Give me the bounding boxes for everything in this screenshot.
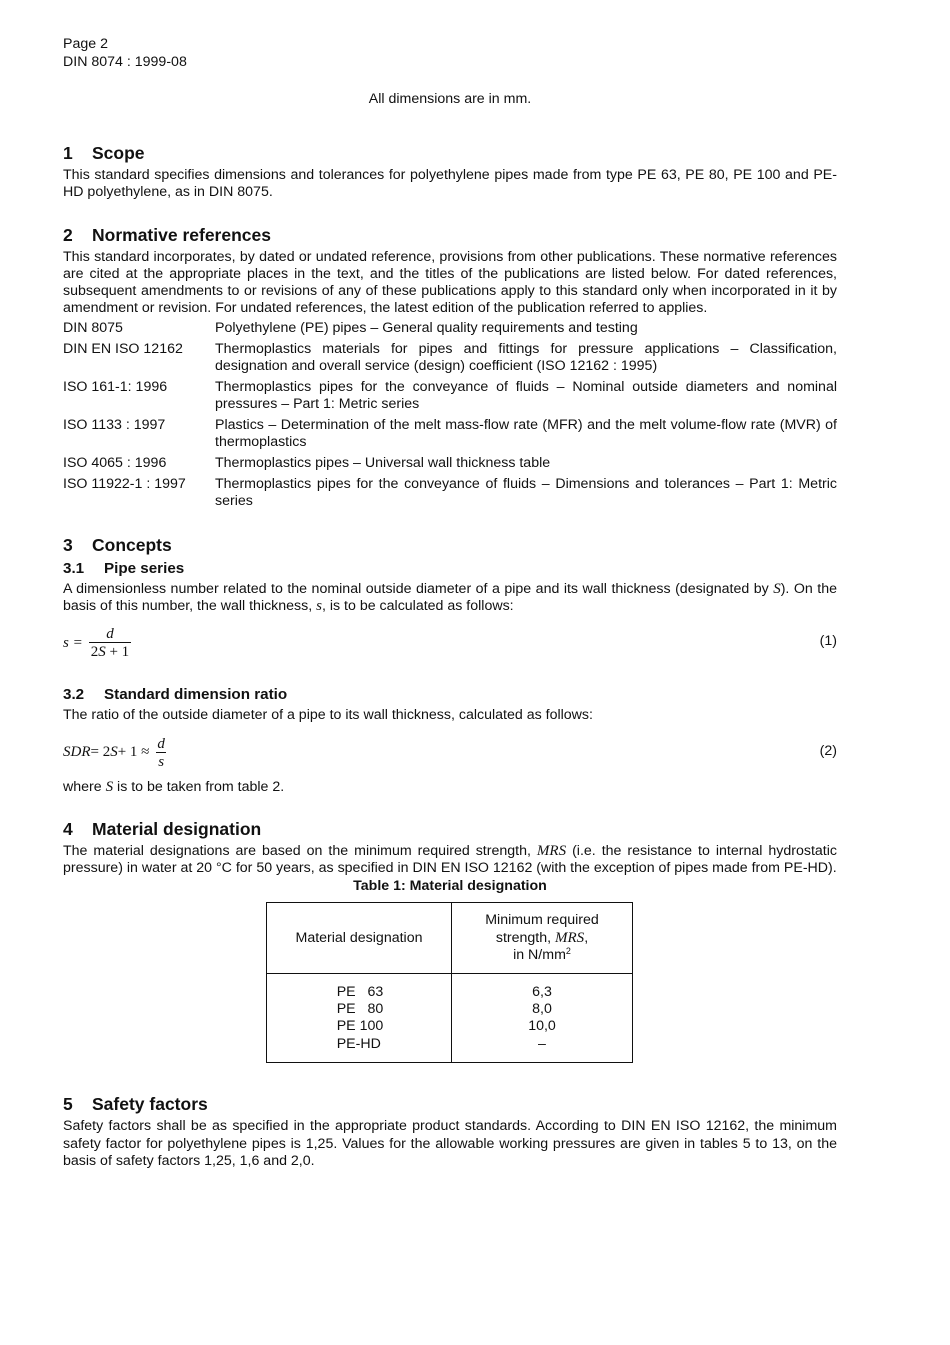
subsection-number: 3.2	[63, 686, 85, 704]
formula-expression	[63, 623, 131, 663]
section-title: Material designation	[92, 818, 262, 839]
reference-title: Plastics – Determination of the melt mass-flow rate (MFR) and the melt volume-flow rate (MVR) of thermoplastics	[215, 416, 837, 451]
strength-value: –	[538, 1035, 546, 1052]
material-value: PE-HD	[336, 1035, 381, 1052]
section-heading	[63, 1093, 837, 1115]
reference-code: DIN 8075	[63, 320, 123, 337]
strength-value: 6,3	[532, 983, 552, 1000]
reference-title: Thermoplastics pipes for the conveyance of fluids – Nominal outside diameters and nominal pressures – Part 1: Metric series	[215, 379, 837, 413]
header-line	[452, 947, 632, 964]
reference-item	[63, 476, 837, 510]
section-heading	[63, 534, 837, 556]
reference-code: ISO 11922-1 : 1997	[63, 475, 186, 492]
material-table	[266, 902, 633, 1063]
formula-1	[63, 623, 837, 663]
material-cell	[267, 974, 452, 1063]
formula-lhs: SDR	[63, 743, 91, 760]
text-run: A dimensionless number related to the nominal outside diameter of a pipe and its wall thickness (designated by	[63, 580, 774, 597]
scope-text: This standard specifies dimensions and tolerances for polyethylene pipes made from type PE 63, PE 80, PE 100 and PE-HD polyethylene, as in DIN 8075.	[63, 167, 837, 201]
subsection-standard-dimension-ratio	[63, 685, 837, 795]
equation-number: (2)	[819, 742, 837, 759]
reference-item	[63, 455, 837, 472]
superscript: 2	[565, 946, 571, 957]
section-heading	[63, 224, 837, 246]
reference-code: DIN EN ISO 12162	[63, 341, 183, 358]
table-caption: Table 1: Material designation	[353, 878, 547, 895]
document-page	[63, 36, 837, 1170]
section-number: 2	[63, 224, 73, 245]
page-number: Page 2	[63, 36, 108, 52]
section-title: Concepts	[92, 534, 172, 555]
safety-text: Safety factors shall be as specified in the appropriate product standards. According to DIN EN ISO 12162, the minimum safety factor for polyethylene pipes is 1,25. Values for the allowable working pressures are given in tables 5 to 13, on the basis of safety factors 1,25, 1,6 and 2,0.	[63, 1118, 837, 1169]
reference-title: Polyethylene (PE) pipes – General quality requirements and testing	[215, 320, 638, 337]
section-number: 1	[63, 143, 73, 164]
reference-item	[63, 341, 837, 375]
text-run: ). On the basis of this number, the wall thickness,	[63, 580, 837, 615]
header-line: Minimum required	[485, 912, 599, 929]
section-number: 4	[63, 818, 73, 839]
symbol-s: s	[316, 598, 322, 615]
subsection-title: Pipe series	[104, 559, 185, 577]
section-material-designation	[63, 818, 837, 1064]
text-run: + 1	[105, 644, 130, 661]
section-number: 5	[63, 1094, 73, 1115]
subsection-title: Standard dimension ratio	[104, 686, 288, 704]
symbol-mrs: MRS	[555, 929, 585, 946]
text-run: where	[63, 778, 106, 795]
formula-lhs: s =	[63, 634, 83, 651]
fraction-denominator	[89, 642, 131, 660]
symbol-mrs: MRS	[536, 842, 567, 859]
text-run: strength,	[495, 929, 556, 946]
symbol-S: S	[773, 580, 781, 597]
strength-cell	[452, 974, 633, 1063]
reference-item	[63, 417, 837, 451]
where-text	[63, 779, 837, 796]
symbol-S: S	[110, 743, 118, 760]
pipe-series-text	[63, 581, 837, 615]
reference-code: ISO 1133 : 1997	[63, 416, 166, 433]
reference-item	[63, 320, 837, 337]
subsection-pipe-series	[63, 559, 837, 663]
header-line	[452, 930, 632, 947]
equation-number: (1)	[819, 633, 837, 650]
section-title: Scope	[92, 143, 145, 164]
formula-fraction	[155, 736, 167, 770]
text-run: = 2	[90, 743, 111, 760]
section-title: Normative references	[92, 224, 271, 245]
reference-title: Thermoplastics materials for pipes and fittings for pressure applications – Classification, designation and overall service (design) coefficient (ISO 12162 : 1995)	[215, 341, 837, 375]
text-run: , is to be calculated as follows:	[321, 598, 514, 615]
sdr-text: The ratio of the outside diameter of a pipe to its wall thickness, calculated as follows:	[63, 707, 593, 724]
fraction-numerator: d	[106, 626, 114, 643]
table-row	[267, 974, 633, 1063]
material-value: PE 80	[336, 1001, 384, 1018]
table-header-cell	[452, 903, 633, 974]
table-header-cell: Material designation	[267, 903, 452, 974]
subsection-heading	[63, 685, 837, 704]
formula-fraction	[89, 626, 131, 660]
subsection-number: 3.1	[63, 559, 85, 577]
reference-item	[63, 379, 837, 413]
text-run: + 1 ≈	[117, 743, 150, 760]
reference-title: Thermoplastics pipes for the conveyance of fluids – Dimensions and tolerances – Part 1: Metric series	[215, 475, 837, 509]
section-safety-factors	[63, 1093, 837, 1170]
fraction-numerator: d	[157, 735, 165, 752]
material-text	[63, 843, 837, 877]
dimensions-note: All dimensions are in mm.	[368, 91, 532, 107]
reference-list	[63, 320, 837, 510]
table-header-row	[267, 903, 633, 974]
document-id: DIN 8074 : 1999-08	[63, 53, 187, 70]
text-run: (i.e. the resistance to internal hydrostatic pressure) in water at 20 °C for 50 years, as specified in DIN EN ISO 12162 (with the exception of pipes made from PE-HD).	[63, 842, 837, 876]
fraction-denominator: s	[158, 753, 165, 770]
strength-value: 8,0	[532, 1001, 552, 1018]
formula-2	[63, 733, 837, 773]
section-normative-references	[63, 224, 837, 510]
references-intro-text: This standard incorporates, by dated or undated reference, provisions from other publications. These normative references are cited at the appropriate places in the text, and the titles of the publications are listed below. For dated references, subsequent amendments to or revisions of any of these publications apply to this standard only when incorporated in it by amendment or revision. For undated references, the latest edition of the publication referred to applies.	[63, 248, 837, 317]
symbol-S: S	[98, 644, 106, 661]
section-concepts	[63, 534, 837, 796]
section-heading	[63, 142, 837, 164]
strength-value: 10,0	[528, 1018, 556, 1035]
reference-code: ISO 161-1: 1996	[63, 379, 168, 396]
text-run: 2	[90, 644, 99, 661]
text-run: is to be taken from table 2.	[113, 778, 285, 795]
section-scope	[63, 142, 837, 201]
text-run: ,	[584, 929, 589, 946]
reference-code: ISO 4065 : 1996	[63, 454, 167, 471]
section-heading	[63, 818, 837, 840]
section-number: 3	[63, 534, 73, 555]
section-title: Safety factors	[92, 1094, 208, 1115]
subsection-heading	[63, 559, 837, 578]
material-value: PE 100	[336, 1018, 384, 1035]
formula-expression	[63, 733, 167, 773]
material-value: PE 63	[336, 983, 384, 1000]
symbol-S: S	[105, 778, 114, 795]
reference-title: Thermoplastics pipes – Universal wall thickness table	[215, 454, 551, 471]
text-run: The material designations are based on the minimum required strength,	[63, 842, 537, 859]
page-header	[63, 36, 837, 71]
text-run: in N/mm	[513, 947, 566, 964]
